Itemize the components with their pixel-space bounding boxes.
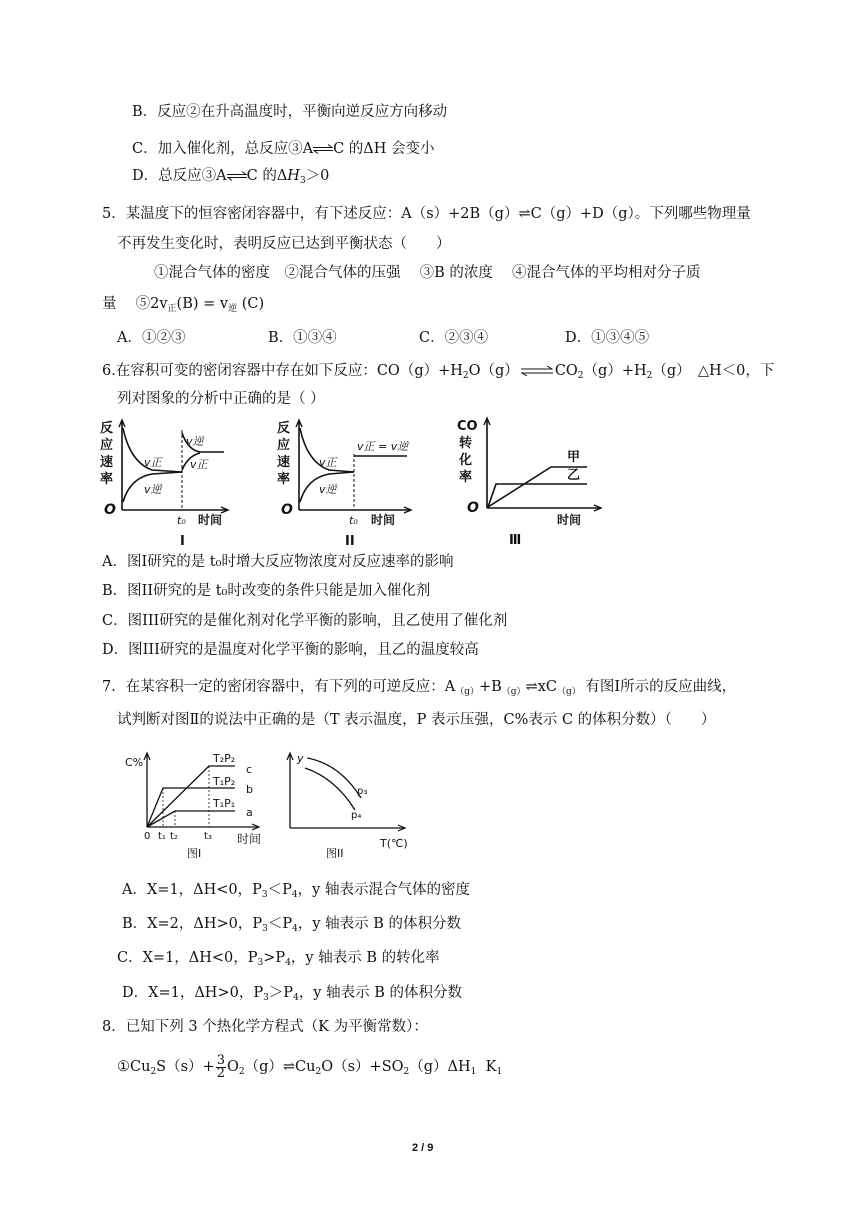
q7-stem-text: ⇌xC: [525, 679, 557, 695]
q7-stem-text: +B: [478, 679, 502, 695]
q7-option-c-text: C．X=1，ΔH<0，P: [117, 950, 258, 966]
q6-option-d: D．图III研究的是温度对化学平衡的影响，且乙的温度较高: [102, 642, 479, 658]
q4-option-d-end: ＞0: [305, 168, 330, 184]
y-axis-label-char: 应: [277, 438, 291, 453]
q7-option-d-mid: ＞P: [268, 985, 294, 1001]
eq-text: O: [226, 1059, 239, 1075]
y-axis-label-char: 化: [459, 453, 473, 468]
p3-curve: [307, 758, 361, 798]
q7-option-c-mid: >P: [263, 950, 286, 966]
yi-label: 乙: [567, 468, 581, 483]
subscript: 2: [577, 371, 584, 381]
y-axis-label: y: [297, 752, 304, 765]
v-zheng-label: v正: [319, 456, 337, 469]
q5-option-b: B．①③④: [268, 330, 337, 346]
subscript: 2: [238, 1067, 245, 1077]
q5-stem-line1: 5．某温度下的恒容密闭容器中，有下述反应：A（s）+2B（g）⇌C（g）+D（g）。下列哪些物理量: [102, 206, 751, 222]
q6-stem-text: （g）+H: [583, 363, 647, 379]
q6-stem-text: （g） △H＜0，下: [652, 363, 775, 379]
y-axis-label-char: 率: [277, 472, 291, 487]
q7-option-a-mid: ＜P: [267, 882, 292, 898]
p4-label: p₄: [351, 810, 362, 821]
t0-label: t₀: [177, 514, 186, 527]
t1-label: t₁: [158, 831, 166, 842]
q6-option-a: A．图I研究的是 t₀时增大反应物浓度对反应速率的影响: [102, 554, 454, 570]
subscript: 2: [646, 371, 653, 381]
equilibrium-arrow-icon: [521, 366, 553, 376]
q6-option-c: C．图III研究的是催化剂对化学平衡的影响，且乙使用了催化剂: [102, 613, 508, 629]
q4-option-c-text: C．加入催化剂，总反应③A: [132, 141, 314, 157]
y-axis-label-char: CO: [457, 419, 478, 434]
equilibrium-arrow-icon: [313, 144, 333, 154]
q7-option-b-mid: ＜P: [267, 916, 293, 932]
q7-option-b-text: B．X=2，ΔH>0，P: [122, 916, 263, 932]
x-axis-label: T(℃): [380, 837, 408, 850]
subscript: 4: [292, 924, 298, 934]
subscript: 4: [291, 890, 298, 900]
subscript: 3: [262, 924, 268, 934]
yi-line: [488, 484, 587, 507]
q7-option-c-end: ，y 轴表示 B 的转化率: [290, 950, 440, 966]
jia-label: 甲: [567, 450, 581, 465]
t2-label: t₂: [170, 831, 178, 842]
q6-stem-text: 6.在容积可变的密闭容器中存在如下反应：CO（g）+H: [102, 363, 463, 379]
subscript: （g）: [501, 687, 526, 697]
origin-label: 0: [144, 831, 151, 842]
q7-stem-line1: [102, 677, 736, 702]
q5-stem-line2: 不再发生变化时，表明反应已达到平衡状态（ ）: [117, 236, 451, 252]
page-number: 2 / 9: [412, 1142, 434, 1154]
q5-option-d: D．①③④⑤: [565, 330, 650, 346]
figure-caption: Ⅲ: [509, 533, 522, 548]
q7-option-a-text: A．X=1，ΔH<0，P: [122, 882, 262, 898]
q4-option-d: [132, 166, 329, 191]
q7-option-d: [122, 983, 462, 1008]
subscript: （g）: [556, 687, 581, 697]
p3-label: p₃: [357, 786, 368, 797]
q7-option-a-end: ，y 轴表示混合气体的密度: [297, 882, 470, 898]
y-axis-label-char: 率: [459, 470, 473, 485]
origin-label: O: [104, 502, 116, 518]
y-axis-label-char: 速: [100, 455, 114, 470]
q7-option-b-end: ，y 轴表示 B 的体积分数: [297, 916, 462, 932]
q5-items-end: (C): [237, 296, 265, 312]
v-zheng-label: v正: [144, 456, 162, 469]
eq-text: （g）ΔH: [409, 1059, 471, 1075]
b-label: b: [246, 783, 253, 796]
subscript: 2: [403, 1067, 410, 1077]
subscript: 3: [263, 993, 269, 1003]
q5-option-a: A．①②③: [117, 330, 186, 346]
subscript: 3: [261, 890, 268, 900]
origin-label: O: [467, 500, 479, 516]
q7-option-b: [122, 914, 461, 939]
y-axis-label-char: 反: [100, 421, 114, 436]
subscript: 2: [150, 1067, 157, 1077]
t1p1-label: T₁P₁: [213, 797, 236, 810]
equal-rate-label: v正 = v逆: [357, 440, 409, 453]
q7-option-c: [117, 948, 440, 973]
y-axis-label-char: 速: [277, 455, 291, 470]
y-axis-label-char: 反: [277, 421, 291, 436]
subscript: 3: [257, 958, 264, 968]
y-axis-label-char: 转: [459, 436, 473, 451]
q7-figure-2: [285, 748, 415, 863]
figure-caption: 图II: [326, 847, 344, 860]
q5-items-line1: ①混合气体的密度 ②混合气体的压强 ③B 的浓度 ④混合气体的平均相对分子质: [154, 265, 701, 281]
q4-option-c: [132, 139, 435, 159]
y-axis-label: C%: [125, 756, 144, 769]
q4-option-c-text-end: C 的ΔH 会变小: [333, 141, 435, 157]
q4-option-b: B．反应②在升高温度时，平衡向逆反应方向移动: [132, 104, 448, 120]
fraction-three-halves: [216, 1052, 226, 1081]
q5-option-c: C．②③④: [419, 330, 489, 346]
q6-figure-1: [100, 418, 235, 548]
v-zheng-after-label: v正: [190, 458, 208, 471]
v-ni-label: v逆: [319, 483, 337, 496]
fraction-numerator: 3: [216, 1052, 225, 1068]
q5-items-mid: (B) = v: [176, 296, 229, 312]
q7-option-d-end: ，y 轴表示 B 的体积分数: [298, 985, 462, 1001]
eq-text: S（s）+: [156, 1059, 215, 1075]
q7-stem-text: 有图Ⅰ所示的反应曲线，: [580, 679, 737, 695]
eq-text: （g）⇌Cu: [244, 1059, 316, 1075]
subscript: 逆: [228, 304, 238, 314]
a-label: a: [246, 806, 253, 819]
v-ni-label: v逆: [144, 483, 162, 496]
equilibrium-arrow-icon: [227, 171, 247, 181]
q7-stem-text: 7．在某容积一定的密闭容器中，有下列的可逆反应：A: [102, 679, 456, 695]
y-axis-label-char: 率: [100, 472, 114, 487]
figure-caption: 图I: [187, 847, 202, 860]
q5-items-line2: [102, 294, 264, 319]
q6-figure-2: [277, 418, 417, 548]
subscript: 3: [299, 176, 306, 186]
q6-stem-line1: [102, 361, 774, 386]
q6-stem-text: O（g）: [468, 363, 519, 379]
t2p2-label: T₂P₂: [213, 752, 236, 765]
subscript: 4: [285, 958, 291, 968]
figure-caption: I: [180, 534, 185, 549]
origin-label: O: [281, 502, 293, 518]
q6-option-b: B．图II研究的是 t₀时改变的条件只能是加入催化剂: [102, 583, 431, 599]
v-ni-after-label: v逆: [186, 435, 204, 448]
t0-label: t₀: [349, 514, 358, 527]
eq-text: K: [476, 1059, 497, 1075]
q7-stem-line2: 试判断对图Ⅱ的说法中正确的是（T 表示温度，P 表示压强，C%表示 C 的体积分数）（ ）: [117, 712, 716, 728]
figure-caption: II: [345, 534, 355, 549]
eq-text: ①Cu: [117, 1059, 151, 1075]
subscript: 1: [470, 1067, 477, 1077]
q5-items-text: 量 ⑤2v: [102, 296, 168, 312]
x-axis-label: 时间: [557, 513, 582, 527]
subscript: 1: [496, 1067, 503, 1077]
subscript: 4: [293, 993, 299, 1003]
q7-option-d-text: D．X=1，ΔH>0，P: [122, 985, 264, 1001]
subscript: （g）: [455, 687, 479, 697]
q6-figure-3: [455, 416, 605, 546]
q4-option-d-text: D．总反应③A: [132, 168, 227, 184]
x-axis-label: 时间: [198, 513, 223, 527]
eq-text: O（s）+SO: [321, 1059, 404, 1075]
q8-equation-1: [117, 1052, 502, 1087]
c-label: c: [246, 763, 253, 776]
y-axis-label-char: 应: [100, 438, 114, 453]
t1p2-label: T₁P₂: [213, 775, 236, 788]
enthalpy-symbol: H: [287, 168, 300, 184]
q7-option-a: [122, 880, 470, 905]
subscript: 2: [462, 371, 469, 381]
subscript: 2: [315, 1067, 322, 1077]
q4-option-d-mid: C 的Δ: [246, 168, 288, 184]
subscript: 正: [167, 304, 177, 314]
fraction-denominator: 2: [216, 1065, 225, 1081]
q6-stem-text: CO: [554, 363, 578, 379]
x-axis-label: 时间: [371, 513, 396, 527]
q7-figure-1: [125, 748, 275, 863]
q6-stem-line2: 列对图象的分析中正确的是（ ）: [117, 391, 325, 407]
x-axis-label: 时间: [237, 832, 262, 846]
t3-label: t₃: [204, 831, 212, 842]
p4-curve: [305, 768, 355, 810]
q8-stem: 8．已知下列 3 个热化学方程式（K 为平衡常数）：: [102, 1019, 428, 1035]
